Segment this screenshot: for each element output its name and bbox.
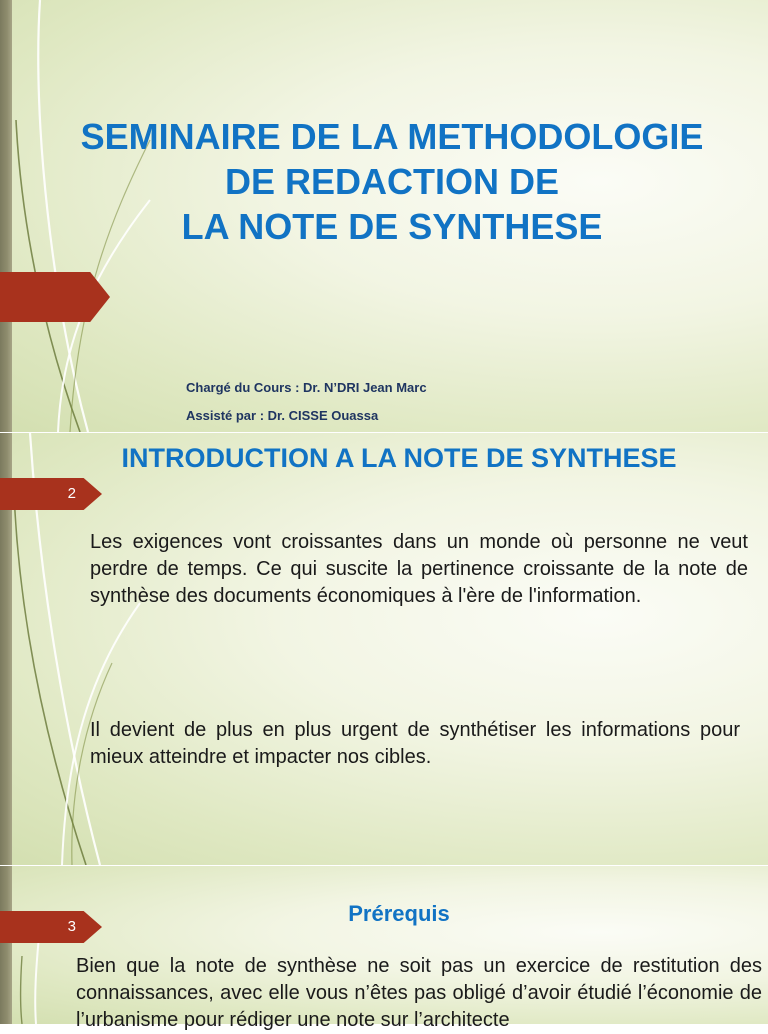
slide-2-paragraph: Les exigences vont croissantes dans un monde où personne ne veut perdre de temps. Ce qui suscite la pertinence croissante de la note de synthèse des documents économiques à l'ère de l'information.: [90, 531, 748, 607]
lecturer-credit: Chargé du Cours : Dr. N’DRI Jean Marc: [186, 380, 427, 395]
slide-2-title: INTRODUCTION A LA NOTE DE SYNTHESE: [121, 443, 677, 473]
slide-3-paragraph: Bien que la note de synthèse ne soit pas un exercice de restitution des connaissances, avec elle vous n’êtes pas obligé d’avoir étudié l’économie de l’urbanisme pour rédiger une note sur l’architecte: [76, 955, 762, 1031]
slide-number: 3: [67, 918, 76, 935]
title-line: SEMINAIRE DE LA METHODOLOGIE: [80, 116, 704, 157]
slide-1-credits: [186, 374, 427, 430]
title-line: LA NOTE DE SYNTHESE: [181, 206, 603, 247]
title-line: DE REDACTION DE: [224, 161, 560, 202]
slide-left-bar: [0, 866, 12, 1024]
slide-1-title: [30, 114, 754, 249]
assistant-credit: Assisté par : Dr. CISSE Ouassa: [186, 408, 379, 423]
slide-left-bar: [0, 0, 12, 432]
slide-2-paragraph: Il devient de plus en plus urgent de synthétiser les informations pour mieux atteindre et impacter nos cibles.: [90, 719, 740, 768]
decorative-swoosh-icon: [0, 433, 768, 865]
slide-accent-tab: [0, 272, 110, 322]
slide-2: [0, 433, 768, 865]
slide-3-title: Prérequis: [348, 901, 450, 926]
slide-number: 2: [67, 485, 76, 502]
